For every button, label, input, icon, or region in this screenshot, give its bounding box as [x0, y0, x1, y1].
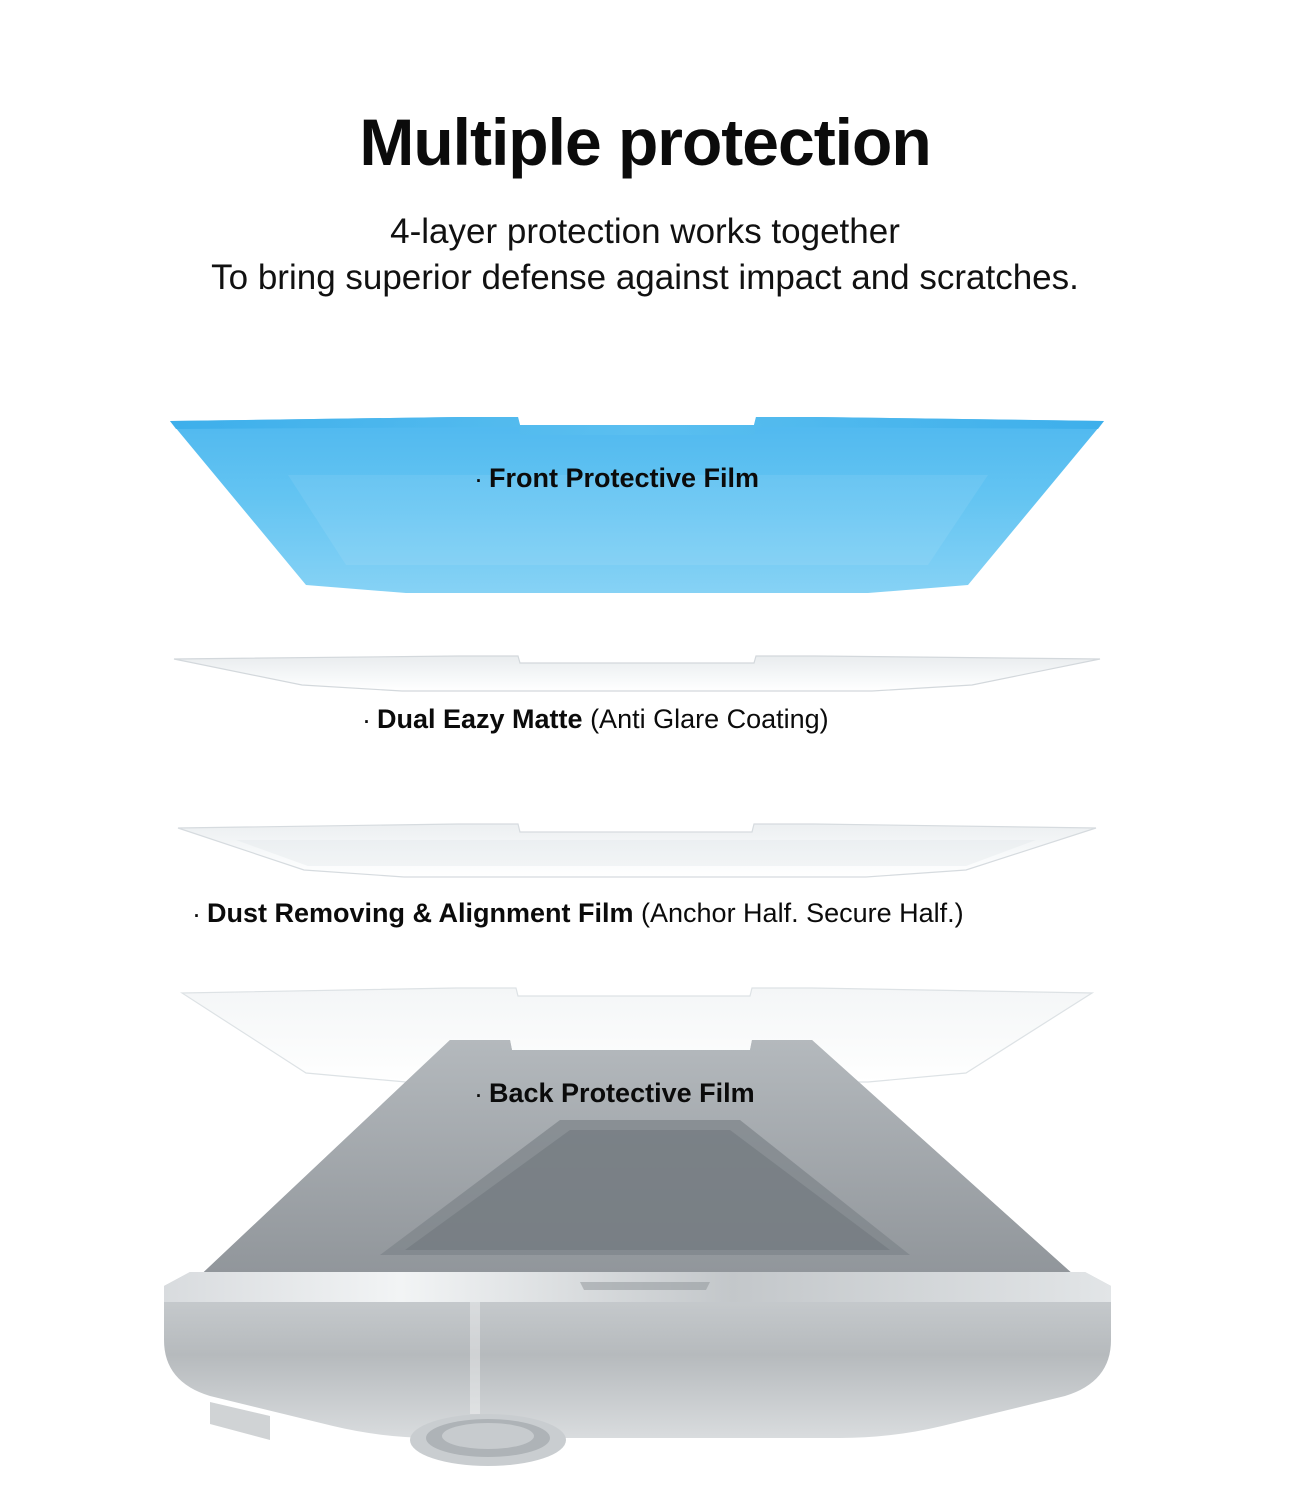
callout-front-protective-film — [474, 462, 759, 497]
callout-label-normal: (Anchor Half. Secure Half.) — [633, 898, 964, 928]
callout-label-bold: Dual Eazy Matte — [377, 704, 583, 734]
callout-bullet-icon: · — [362, 705, 371, 735]
callout-dual-eazy-matte — [362, 703, 829, 738]
callout-label-bold: Dust Removing & Alignment Film — [207, 898, 634, 928]
page-title: Multiple protection — [359, 105, 931, 179]
callout-bullet-icon: · — [474, 464, 483, 494]
callout-label-bold: Back Protective Film — [489, 1078, 755, 1108]
dust-removing-alignment-film-graphic — [176, 822, 1098, 884]
callout-label-bold: Front Protective Film — [489, 463, 760, 493]
front-protective-film-graphic — [168, 415, 1106, 600]
callout-bullet-icon: · — [192, 899, 201, 929]
callout-label-normal: (Anti Glare Coating) — [582, 704, 829, 734]
callout-back-protective-film — [474, 1077, 755, 1112]
callout-bullet-icon: · — [474, 1079, 483, 1109]
callout-dust-removing-alignment-film — [192, 897, 964, 932]
dual-eazy-matte-graphic — [172, 655, 1102, 697]
subtitle-line-1: 4-layer protection works together — [390, 212, 900, 252]
subtitle-line-2: To bring superior defense against impact and scratches. — [211, 258, 1079, 298]
